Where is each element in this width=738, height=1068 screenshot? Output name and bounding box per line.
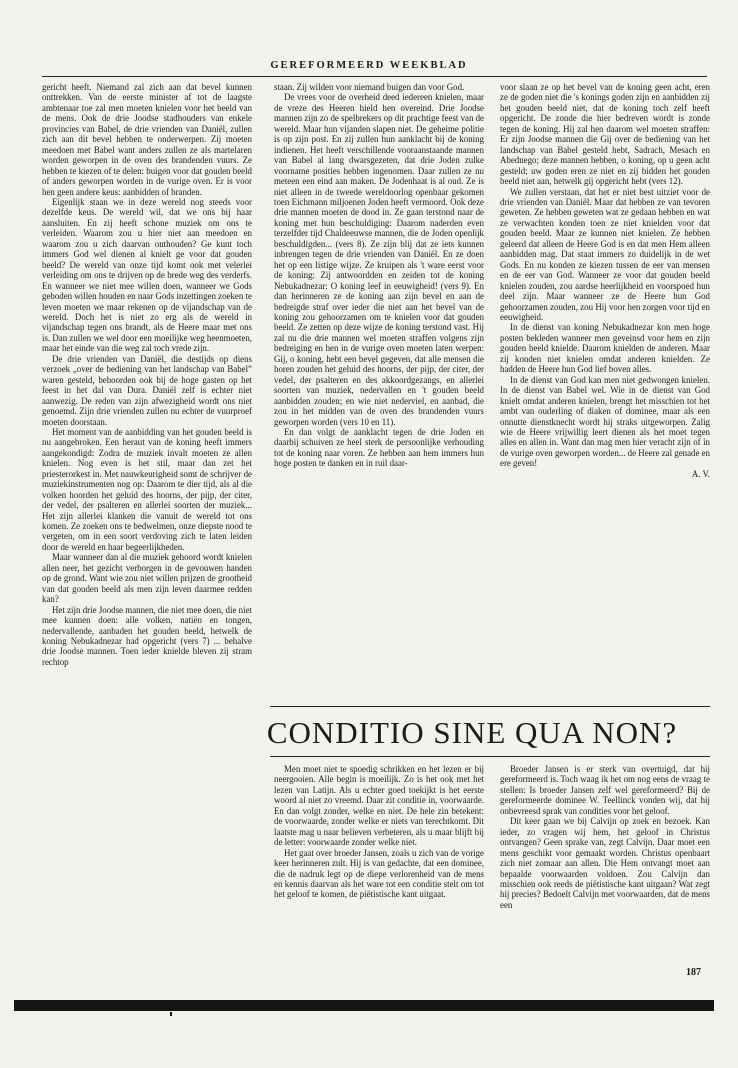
article-title: CONDITIO SINE QUA NON? [266, 715, 678, 750]
article2-column-right [500, 764, 710, 910]
column-1 [42, 82, 252, 667]
paragraph: Het moment van de aanbidding van het gouden beeld is nu aangebroken. Een heraut van de koning heeft immers aangekondigd: Zodra de muziek invalt moeten ze allen knielen. Nog even is het stil, maar dan zet het priesterorkest in. Met nauwkeurigheid somt de schrijver de muziekinstrumenten nog op: Daarom te dier tijd, als al die volken hoorden het geluid des hoorns, der pijp, der citer, der vedel, der psalteren en allerlei soorten der muziek... Het zijn allerlei klanken die vanuit de wereld tot ons komen. Ze zoeken ons te bedwelmen, onze diepste nood te vergeten, om in een soort verdoving zich te laten leiden door de wereld en haar begeerlijkheden. [42, 426, 252, 552]
paragraph: Dit keer gaan we bij Calvijn op zoek en bezoek. Kan ieder, zo vragen wij hem, het geloof in Christus ontvangen? Geen sprake van, zegt Calvijn. Daar moet een mens geschikt voor gemaakt worden. Christus openbaart zich niet zomaar aan allen. Die Hem ontvangt moet aan bepaalde voorwaarden voldoen. Zou Calvijn dan misschien ook reeds de piëtistische kant uitgaan? Wat zegt hij precies? Bedoelt Calvijn met voorwaarden, dat de mens een [500, 816, 710, 910]
paragraph: In de dienst van God kan men niet gedwongen knielen. In de dienst van Babel wel. Wie in de dienst van God knielt omdat anderen knielen, brengt het misschien tot het ambt van ouderling of diaken of dominee, maar als een onnutte dienstknecht wordt hij straks uitgeworpen. Zalig wie de Heere vrijwillig leert dienen als het moet tegen alles en allen in. Want dan mag men hier veracht zijn of in de vurige oven geworpen worden... de Heere zal genade en ere geven! [500, 374, 710, 469]
article-rule-bottom [270, 756, 710, 757]
paragraph: En dan volgt de aanklacht tegen de drie Joden en daarbij schuiven ze heel sterk de persoonlijke verhouding tot de koning naar voren. Ze hebben aan hem immers hun hoge posten te danken en in ruil daar- [274, 426, 484, 469]
paragraph: voor slaan ze op het bevel van de koning geen acht, eren ze de goden niet die 's konings goden zijn en aanbidden zij het gouden beeld niet, dat de koning toch zelf heeft opgericht. De zonde die hier bedreven wordt is zonde tegen de koning. Hij zal hen daarom wel moeten straffen: Er zijn Joodse mannen die Gij over de bediening van het landschap van Babel gesteld hebt, Sadrach, Mesach en Abednego; deze mannen hebben, o koning, op u geen acht gesteld; uw goden eren ze niet en zij bidden het gouden beeld niet aan, hetwelk gij opgericht hebt (vers 12). [500, 82, 710, 187]
author-signature: A. V. [691, 468, 710, 479]
paragraph: staan. Zij wilden voor niemand buigen dan voor God. [274, 82, 465, 92]
paragraph: In de dienst van koning Nebukadnezar kon men hoge posten bekleden wanneer men geveinsd voor hem en zijn gouden beeld knielde. Daarom knielden de anderen. Maar zij konden niet knielen omdat anderen knielden. Ze hadden de Heere hun God lief boven alles. [500, 322, 710, 375]
paragraph: Het zijn drie Joodse mannen, die niet mee doen, die niet mee kunnen doen: alle volken, natiën en tongen, nedervallende, aanbaden het gouden beeld, hetwelk de koning Nebukadnezar had opgericht (vers 7) ... behalve drie Joodse mannen. Toen ieder knielde bleven zij stram rechtop [42, 604, 252, 667]
bottom-scan-bar [14, 1000, 714, 1011]
paragraph: gericht heeft. Niemand zal zich aan dat bevel kunnen onttrekken. Van de eerste minister af tot de laagste ambtenaar toe zal men moeten knielen voor het beeld van de mens. Ook de drie Joodse stadhouders van enkele provincies van Babel, de drie vrienden van Daniël, zullen zich aan dit bevel hebben te onderwerpen. Zij moeten meedoen met Babel want anders zullen ze als martelaren worden geworpen in de oven des brandenden vuurs. Ze hebben te kiezen of te delen: buigen voor dat gouden beeld of anders geworpen worden in de vurige oven. Er is voor hen geen andere keus: aanbidden of branden. [42, 82, 252, 197]
running-header: GEREFORMEERD WEEKBLAD [270, 60, 468, 71]
paragraph: Men moet niet te spoedig schrikken en het lezen er bij neergooien. Alle begin is moeilijk. Zo is het ook met het lezen van Latijn. Als u echter goed toekijkt is het eerste woord al niet zo vreemd. Daar zit conditie in, voorwaarde. En dan volgt zonder, welke en niet. De hele zin betekent: de voorwaarde, zonder welke er niets van terechtkomt. Dit laatste mag u naar believen verbeteren, als u maar blijft bij de letter: voorwaarde zonder welke niet. [274, 764, 484, 848]
column-2 [274, 82, 484, 469]
paragraph: De drie vrienden van Daniël, die destijds op diens verzoek „over de bediening van het landschap van Babel” waren gesteld, behoorden ook bij de hoge gasten op het feest in het dal van Dura. Daniël zelf is echter niet aanwezig. De reden van zijn afwezigheid wordt ons niet genoemd. Zijn drie vrienden zullen nu echter de vuurproef moeten doorstaan. [42, 353, 252, 427]
paragraph: Broeder Jansen is er sterk van overtuigd, dat hij gereformeerd is. Toch waag ik het om nog eens de vraag te stellen: Is broeder Jansen zelf wel gereformeerd? Bij de gereformeerde dominee W. Teellinck vonden wij, dat hij onbevreesd sprak van condities voor het geloof. [500, 764, 710, 816]
column-3 [500, 82, 710, 479]
page-number: 187 [686, 967, 701, 978]
paragraph: Maar wanneer dan al die muziek gehoord wordt knielen allen neer, het gezicht verborgen in de gevouwen handen op de grond. Want wie zou niet willen prijzen de grootheid van dat gouden beeld als men zijn leven daarmee redden kan? [42, 552, 252, 605]
paragraph: We zullen verstaan, dat het er niet best uitziet voor de drie vrienden van Daniël. Maar dat hebben ze van tevoren geweten. Ze hebben geweten wat ze gedaan hebben en wat ze verwachten konden toen ze niet knielden voor dat gouden beeld. Maar ze kunnen niet knielen. Ze hebben geleerd dat alleen de Heere God is en dat men Hem alleen aanbidden mag. Dat staat immers zo duidelijk in de wet Gods. En nu konden ze kiezen tussen de eer van mensen en de eer van God. Wanneer ze voor dat gouden beeld knielen zouden, zou aardse heerlijkheid en voorspoed hun deel zijn. Maar wanneer ze de Heere hun God gehoorzamen zouden, zou Hij voor hen zorgen voor tijd en eeuwigheid. [500, 186, 710, 322]
scan-mark [170, 1012, 172, 1016]
paragraph: Het gaat over broeder Jansen, zoals u zich van de vorige keer herinneren zult. Hij is van gedachte, dat een dominee, die de nadruk legt op de diepe verlorenheid van de mens en kennis daarvan als het ware tot een conditie stelt om tot het geloof te komen, de piëtistische kant uitgaat. [274, 847, 484, 900]
paragraph: Eigenlijk staan we in deze wereld nog steeds voor dezelfde keus. De wereld wil, dat we ons bij haar aansluiten. En zij heeft schone muziek om ons te verleiden. Waarom zou u hier niet aan meedoen en waarom zou u zich daarvan onthouden? Ge kunt toch immers God wel dienen al knielt ge voor dat gouden beeld? De wereld van onze tijd komt ook met velerlei verleiding om ons te drijven op de brede weg des verderfs. En wanneer we niet mee willen doen, wanneer we Gods geboden willen houden en naar Gods inzettingen zoeken te leven moeten we maar rekenen op de vijandschap van de wereld. Doch het is niet zo erg als de wereld in vijandschap tegen ons brandt, als de Heere maar met ons is. Dan zullen we wel door een moeilijke weg heenmoeten, maar het einde van die weg zal toch vrede zijn. [42, 196, 252, 354]
article-rule-top [270, 706, 710, 707]
paragraph: De vrees voor de overheid deed iedereen knielen, maar de vreze des Heeren hield hen overeind. Drie Joodse mannen zijn zo de spelbrekers op dit prachtige feest van de wereld. Maar hun vijanden slapen niet. De geheime politie is op zijn post. En zij zullen hun aanklacht bij de koning indienen. Het heeft verschillende vooraanstaande mannen van Babel al lang dwarsgezeten, dat drie Joden zulke voorname posities hebben ingenomen. Daar zullen ze nu meteen een eind aan maken. De Jodenhaat is al oud. Ze is niet alleen in de tweede wereldoorlog openbaar gekomen toen Eichmann miljoenen Joden heeft vermoord. Ook deze drie mannen moeten de dood in. Ze gaan terstond naar de koning met hun beschuldiging: Daarom naderden even terzelfder tijd Chaldeeuwse mannen, die de Joden openlijk beschuldigden... (vers 8). Ze zijn blij dat ze iets kunnen inbrengen tegen de drie vrienden van Daniël. En ze doen het op een listige wijze. Ze kruipen als 't ware eerst voor de koning: Zij antwoordden en zeiden tot de koning Nebukadnezar: O koning leef in eeuwigheid! (vers 9). En dan herinneren ze de koning aan zijn bevel en aan de bedreigde straf over ieder die niet aan het bevel van de koning zou gehoorzamen om te knielen voor dat gouden beeld. Ze zetten op deze wijze de koning terstond vast. Hij zal nu die drie mannen wel moeten straffen volgens zijn bedreiging en hen in de vurige oven moeten laten werpen: Gij, o koning, hebt een bevel gegeven, dat alle mensen die horen zouden het geluid des hoorns, der pijp, der citer, der vedel, der psalteren en des akkoordgezangs, en allerlei soorten van muziek, nedervallen en 't gouden beeld aanbidden zouden; en wie niet nederviel, en aanbad, die zou in het midden van de oven des brandenden vuurs geworpen worden (vers 10 en 11). [274, 92, 484, 427]
header-rule [42, 76, 707, 77]
article2-column-left [274, 764, 484, 900]
